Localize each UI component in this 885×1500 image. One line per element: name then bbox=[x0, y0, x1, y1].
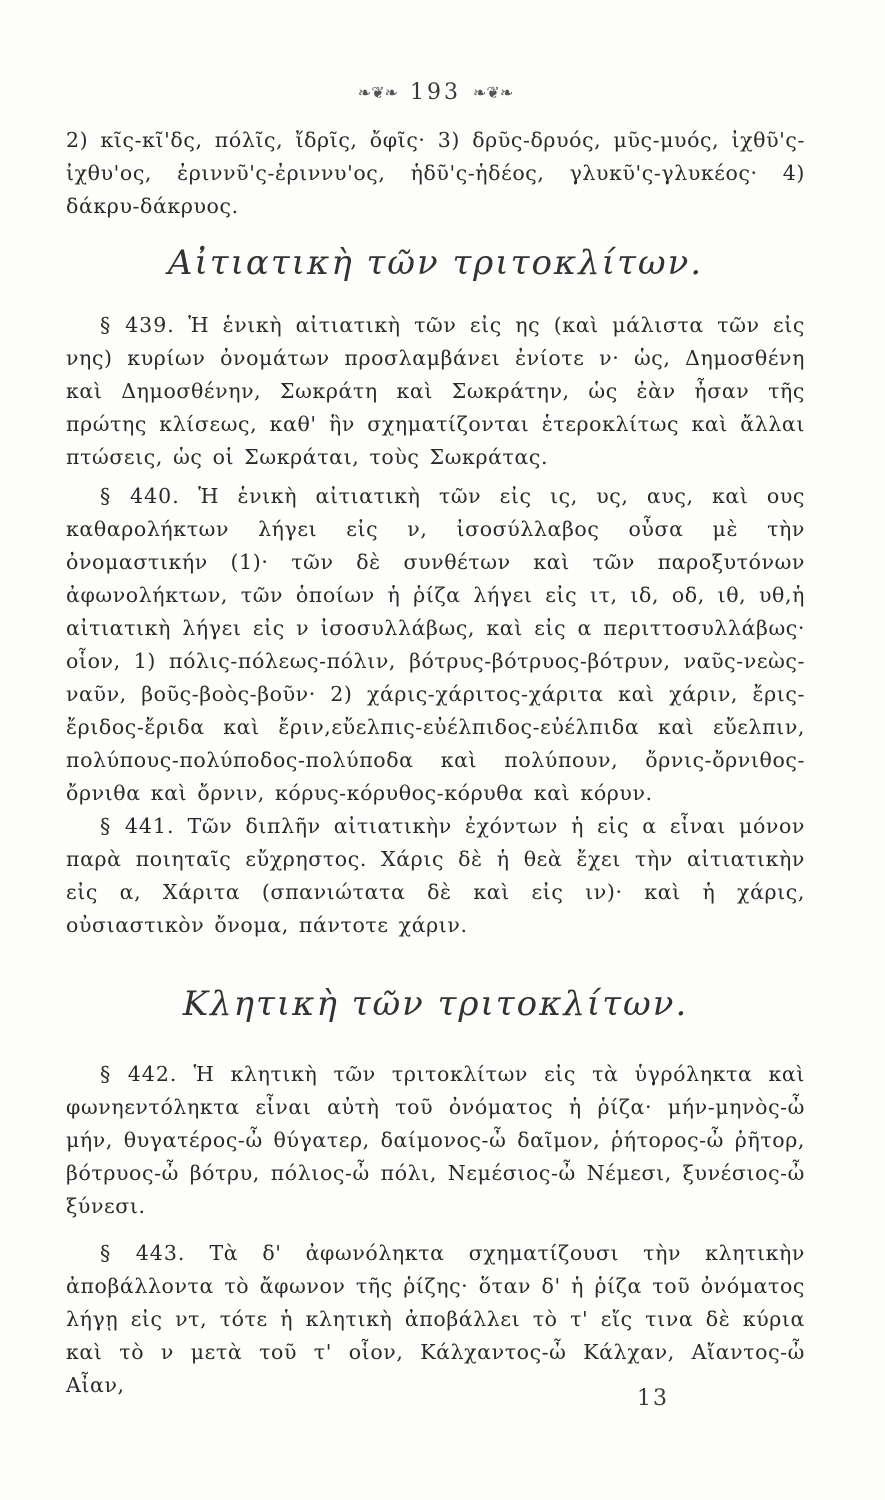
section-number: § 441. bbox=[100, 814, 175, 838]
section-439 bbox=[66, 309, 805, 474]
heading-accusative: Αἰτιατικὴ τῶν τριτοκλίτων. bbox=[167, 243, 704, 283]
section-441 bbox=[66, 810, 805, 942]
section-text: Ἡ ἑνικὴ αἰτιατικὴ τῶν εἰς ης (καὶ μάλιστα τῶν εἰς νης) κυρίων ὀνομάτων προσλαμβάνει ἐνίοτε ν· ὡς, Δημοσθένη καὶ Δημοσθένην, Σωκράτη καὶ Σωκράτην, ὡς ἐὰν ἦσαν τῆς πρώτης κλίσεως, καθ' ἣν σχηματίζονται ἑτεροκλίτως καὶ ἄλλαι πτώσεις, ὡς οἱ Σωκράται, τοὺς Σωκράτας. bbox=[66, 313, 805, 469]
heading-vocative: Κλητικὴ τῶν τριτοκλίτων. bbox=[182, 984, 689, 1024]
section-number: § 442. bbox=[100, 1062, 178, 1086]
signature-mark: 13 bbox=[637, 1386, 669, 1411]
section-text: Τὰ δ' ἀφωνόληκτα σχηματίζουσι τὴν κλητικὴν ἀποβάλλοντα τὸ ἄφωνον τῆς ῥίζης· ὅταν δ' ἡ ῥίζα τοῦ ὀνόματος λήγῃ εἰς ντ, τότε ἡ κλητικὴ ἀποβάλλει τὸ τ' εἴς τινα δὲ κύρια καὶ τὸ ν μετὰ τοῦ τ' οἷον, Κάλχαντος-ὦ Κάλχαν, Αἴαντος-ὦ Αἶαν, bbox=[66, 1241, 805, 1397]
section-text: Ἡ κλητικὴ τῶν τριτοκλίτων εἰς τὰ ὑγρόληκτα καὶ φωνηεντόληκτα εἶναι αὐτὴ τοῦ ὀνόματος ἡ ῥίζα· μήν-μηνὸς-ὦ μήν, θυγατέρος-ὦ θύγατερ, δαίμονος-ὦ δαῖμον, ῥήτορος-ὦ ῥῆτορ, βότρυος-ὦ βότρυ, πόλιος-ὦ πόλι, Νεμέσιος-ὦ Νέμεσι, ξυνέσιος-ὦ ξύνεσι. bbox=[66, 1062, 805, 1218]
ornament-left-icon: ❧❦❧ bbox=[357, 82, 398, 102]
running-head bbox=[66, 74, 805, 110]
section-number: § 443. bbox=[100, 1241, 186, 1265]
section-number: § 439. bbox=[100, 313, 175, 337]
section-440 bbox=[66, 480, 805, 810]
ornament-right-icon: ❧❦❧ bbox=[473, 82, 514, 102]
section-number: § 440. bbox=[100, 484, 180, 508]
section-text: Ἡ ἑνικὴ αἰτιατικὴ τῶν εἰς ις, υς, αυς, καὶ ους καθαρολήκτων λήγει εἰς ν, ἰσοσύλλαβος οὖσα μὲ τὴν ὀνομαστικήν (1)· τῶν δὲ συνθέτων καὶ τῶν παροξυτόνων ἀφωνολήκτων, τῶν ὁποίων ἡ ῥίζα λήγει εἰς ιτ, ιδ, οδ, ιθ, υθ,ἡ αἰτιατικὴ λήγει εἰς ν ἰσοσυλλάβως, καὶ εἰς α περιττοσυλλάβως· οἷον, 1) πόλις-πόλεως-πόλιν, βότρυς-βότρυος-βότρυν, ναῦς-νεὼς-ναῦν, βοῦς-βοὸς-βοῦν· 2) χάρις-χάριτος-χάριτα καὶ χάριν, ἔρις-ἔριδος-ἔριδα καὶ ἔριν,εὔελπις-εὐέλπιδος-εὐέλπιδα καὶ εὔελπιν, πολύπους-πολύποδος-πολύποδα καὶ πολύπουν, ὄρνις-ὄρνιθος-ὄρνιθα καὶ ὄρνιν, κόρυς-κόρυθος-κόρυθα καὶ κόρυν. bbox=[66, 484, 805, 805]
intro-paragraph: 2) κῖς-κῖ'δς, πόλῖς, ἴδρῖς, ὄφῖς· 3) δρῦς-δρυός, μῦς-μυός, ἰχθῦ'ς-ἰχθυ'ος, ἐριννῦ'ς-ἐριννυ'ος, ἡδῦ'ς-ἡδέος, γλυκῦ'ς-γλυκέος· 4) δάκρυ-δάκρυος. bbox=[66, 128, 805, 218]
section-text: Τῶν διπλῆν αἰτιατικὴν ἐχόντων ἡ εἰς α εἶναι μόνον παρὰ ποιηταῖς εὔχρηστος. Χάρις δὲ ἡ θεὰ ἔχει τὴν αἰτιατικὴν εἰς α, Χάριτα (σπανιώτατα δὲ καὶ εἰς ιν)· καὶ ἡ χάρις, οὐσιαστικὸν ὄνομα, πάντοτε χάριν. bbox=[66, 814, 805, 937]
page-number: 193 bbox=[410, 79, 461, 105]
section-442 bbox=[66, 1058, 805, 1223]
section-443 bbox=[66, 1237, 805, 1402]
